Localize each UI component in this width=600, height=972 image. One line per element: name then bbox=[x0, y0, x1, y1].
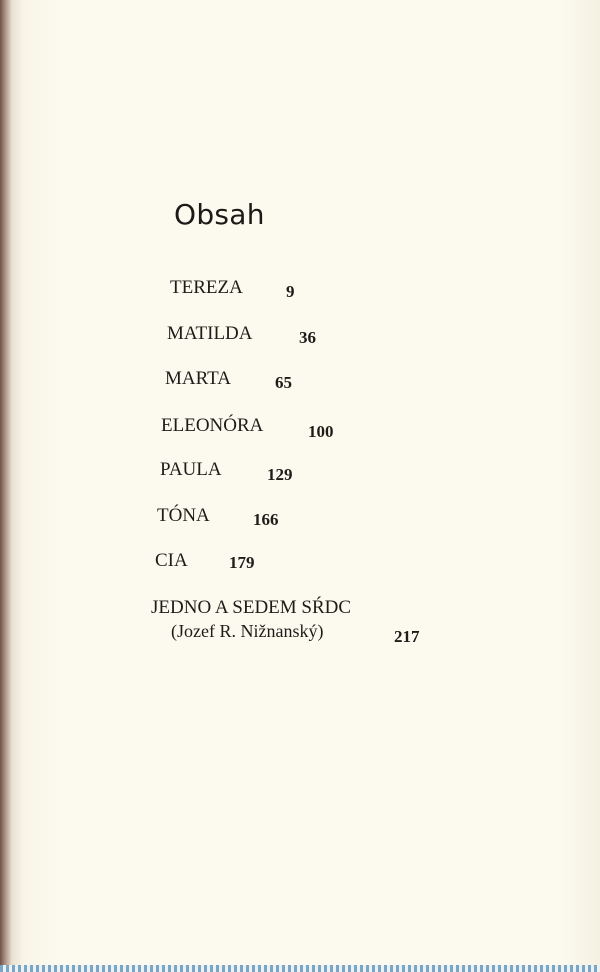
toc-entry-title: TEREZA bbox=[170, 277, 243, 298]
toc-entry-title: ELEONÓRA bbox=[161, 415, 264, 436]
scan-bottom-edge bbox=[0, 965, 600, 972]
toc-entry-page: 179 bbox=[229, 553, 255, 572]
toc-entry-title: TÓNA bbox=[157, 505, 210, 526]
toc-entry-page: 36 bbox=[299, 328, 316, 347]
toc-entry-title: MATILDA bbox=[167, 323, 253, 344]
toc-entry-page: 166 bbox=[253, 510, 279, 529]
toc-entry-title: PAULA bbox=[160, 459, 222, 480]
toc-entry-page: 100 bbox=[308, 422, 334, 441]
toc-entry-page: 9 bbox=[286, 282, 295, 301]
toc-entry-subtitle: (Jozef R. Nižnanský) bbox=[171, 621, 324, 641]
toc-entry-page: 129 bbox=[267, 465, 293, 484]
page-title: Obsah bbox=[174, 198, 265, 231]
toc-entry-title: CIA bbox=[155, 550, 188, 571]
toc-entry-page: 65 bbox=[275, 373, 292, 392]
toc-entry-title: MARTA bbox=[165, 368, 231, 389]
toc-entry-page: 217 bbox=[394, 627, 420, 646]
toc-entry-title: JEDNO A SEDEM SŔDC bbox=[151, 597, 352, 618]
